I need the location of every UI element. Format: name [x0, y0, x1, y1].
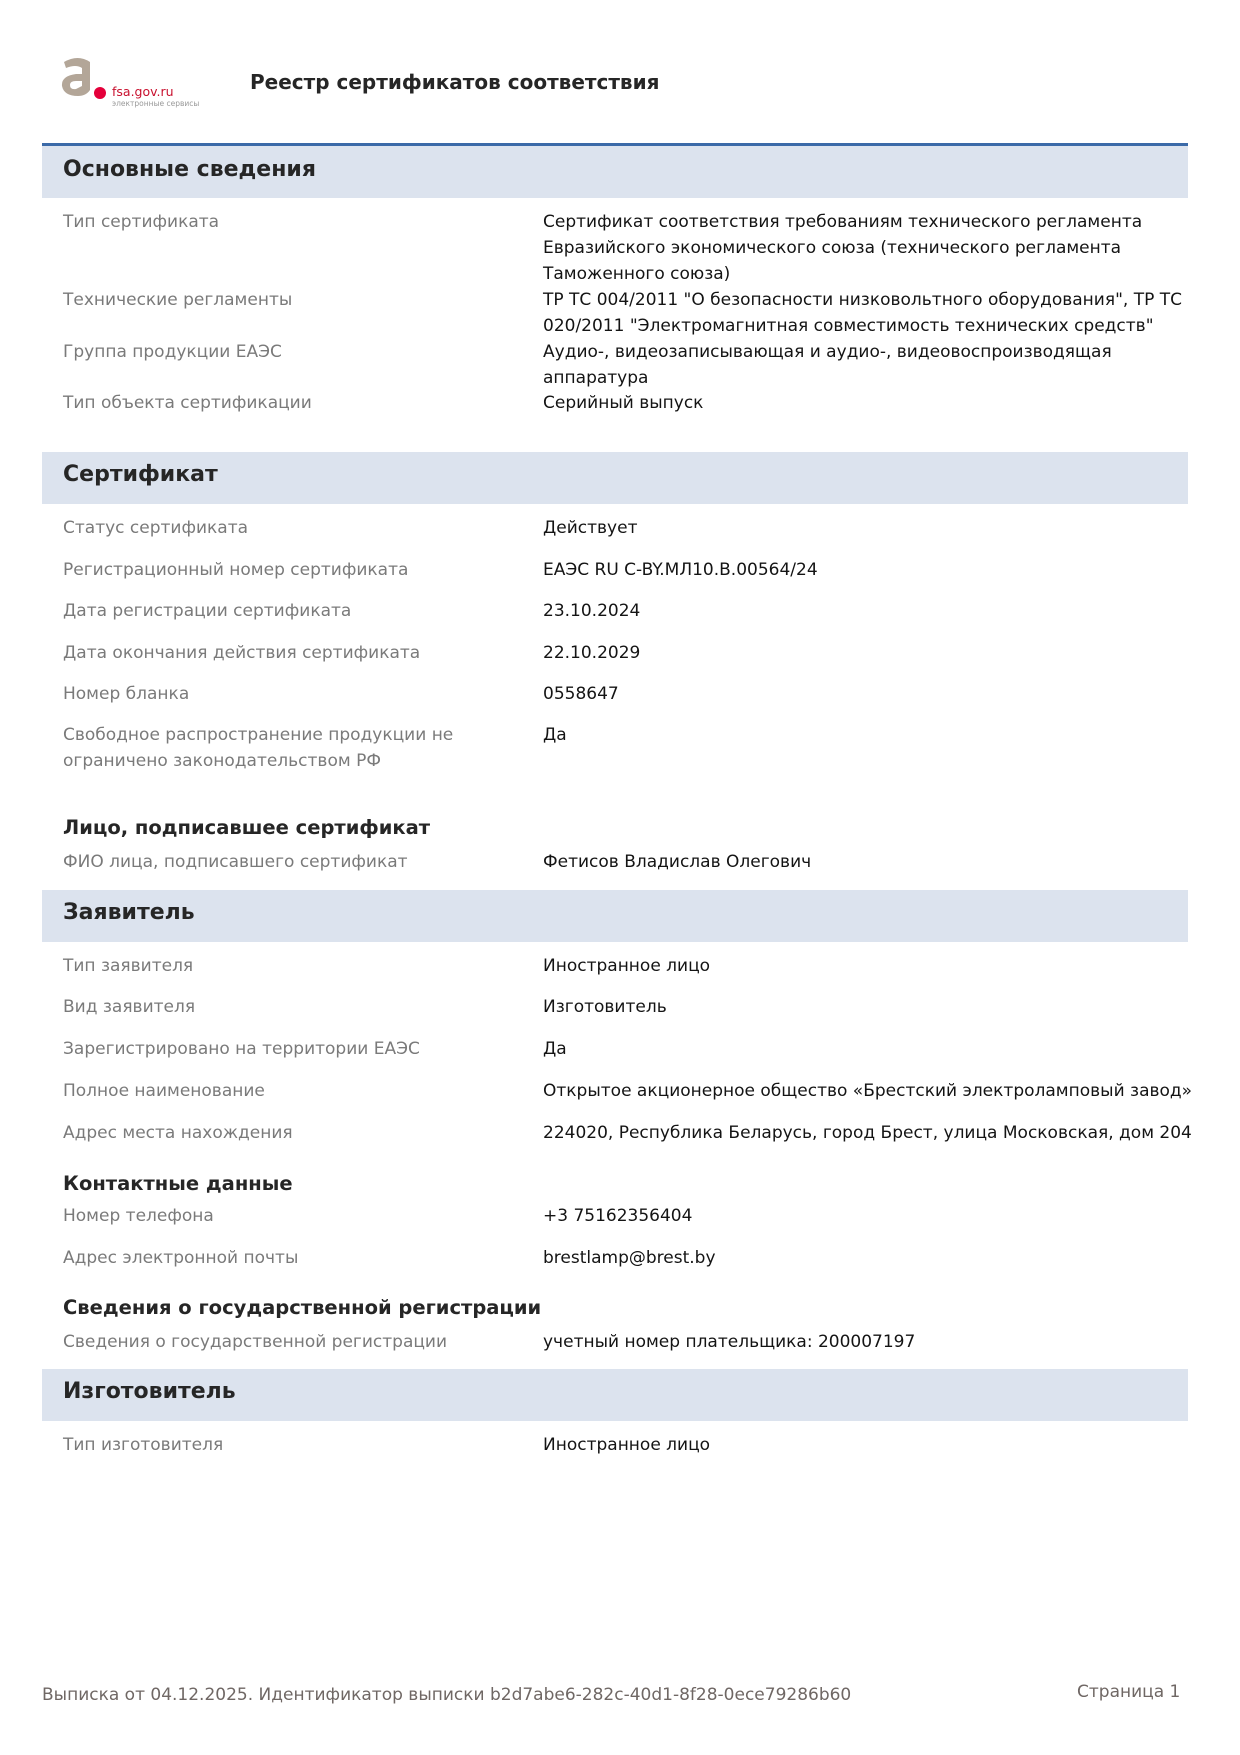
field-value: ТР ТС 004/2011 "О безопасности низковольтного оборудования", ТР ТС 020/2011 "Электромагнитная совместимость технических средств" [543, 290, 1182, 336]
field-value: Аудио-, видеозаписывающая и аудио-, видеовоспроизводящая аппаратура [543, 342, 1112, 388]
fsa-logo-icon [58, 56, 98, 98]
field-label: Тип объекта сертификации [63, 393, 312, 413]
field-label: Тип сертификата [63, 212, 220, 232]
field-value: Иностранное лицо [543, 956, 711, 976]
expiry-date: 22.10.2029 [543, 643, 641, 663]
logo-subtitle: электронные сервисы [112, 99, 200, 108]
document-title: Реестр сертификатов соответствия [250, 70, 660, 94]
logo-site-name: fsa.gov.ru [112, 84, 174, 99]
field-label: Адрес места нахождения [63, 1123, 293, 1143]
section-header-applicant [42, 890, 1188, 942]
field-label: Свободное распространение продукции не ограничено законодательством РФ [63, 725, 454, 771]
field-label: Тип изготовителя [63, 1435, 224, 1455]
phone-number: +3 75162356404 [543, 1206, 693, 1226]
section-title: Заявитель [63, 900, 195, 925]
logo-red-dot [94, 87, 106, 99]
field-value: Серийный выпуск [543, 393, 704, 413]
section-header-manufacturer [42, 1369, 1188, 1421]
field-label: ФИО лица, подписавшего сертификат [63, 852, 408, 872]
field-label: Технические регламенты [63, 290, 293, 310]
applicant-full-name: Открытое акционерное общество «Брестский электроламповый завод» [543, 1081, 1193, 1101]
field-label: Адрес электронной почты [63, 1248, 299, 1268]
field-label: Вид заявителя [63, 997, 196, 1017]
field-label: Группа продукции ЕАЭС [63, 342, 282, 362]
field-label: Номер бланка [63, 684, 190, 704]
section-title: Изготовитель [63, 1379, 236, 1404]
field-value: Иностранное лицо [543, 1435, 711, 1455]
certificate-number: ЕАЭС RU C-BY.МЛ10.В.00564/24 [543, 560, 818, 580]
section-title: Основные сведения [63, 157, 316, 182]
fsa-logo [58, 56, 208, 112]
subsection-title-state-registration: Сведения о государственной регистрации [63, 1296, 542, 1319]
field-label: Зарегистрировано на территории ЕАЭС [63, 1039, 420, 1059]
field-label: Дата окончания действия сертификата [63, 643, 421, 663]
footer-extract-info: Выписка от 04.12.2025. Идентификатор выписки b2d7abe6-282c-40d1-8f28-0ece79286b60 [42, 1685, 852, 1705]
signer-name: Фетисов Владислав Олегович [543, 852, 812, 872]
field-value: Изготовитель [543, 997, 667, 1017]
field-value: Да [543, 725, 567, 745]
field-label: Полное наименование [63, 1081, 265, 1101]
certificate-status: Действует [543, 518, 638, 538]
subsection-title-contacts: Контактные данные [63, 1172, 293, 1195]
field-label: Номер телефона [63, 1206, 214, 1226]
field-label: Регистрационный номер сертификата [63, 560, 409, 580]
section-header-certificate [42, 452, 1188, 504]
applicant-address: 224020, Республика Беларусь, город Брест, улица Московская, дом 204 [543, 1123, 1192, 1143]
field-label: Тип заявителя [63, 956, 194, 976]
field-value: Да [543, 1039, 567, 1059]
subsection-title-signer: Лицо, подписавшее сертификат [63, 816, 431, 839]
field-value: учетный номер плательщика: 200007197 [543, 1332, 916, 1352]
field-label: Сведения о государственной регистрации [63, 1332, 448, 1352]
section-title: Сертификат [63, 462, 218, 487]
field-label: Статус сертификата [63, 518, 249, 538]
field-label: Дата регистрации сертификата [63, 601, 352, 621]
field-value: Сертификат соответствия требованиям технического регламента Евразийского экономического союза (технического регламента Таможенного союза) [543, 212, 1143, 284]
email-address: brestlamp@brest.by [543, 1248, 716, 1268]
blank-number: 0558647 [543, 684, 619, 704]
footer-page-number: Страница 1 [1077, 1682, 1181, 1702]
registration-date: 23.10.2024 [543, 601, 641, 621]
section-header-basic [42, 146, 1188, 198]
